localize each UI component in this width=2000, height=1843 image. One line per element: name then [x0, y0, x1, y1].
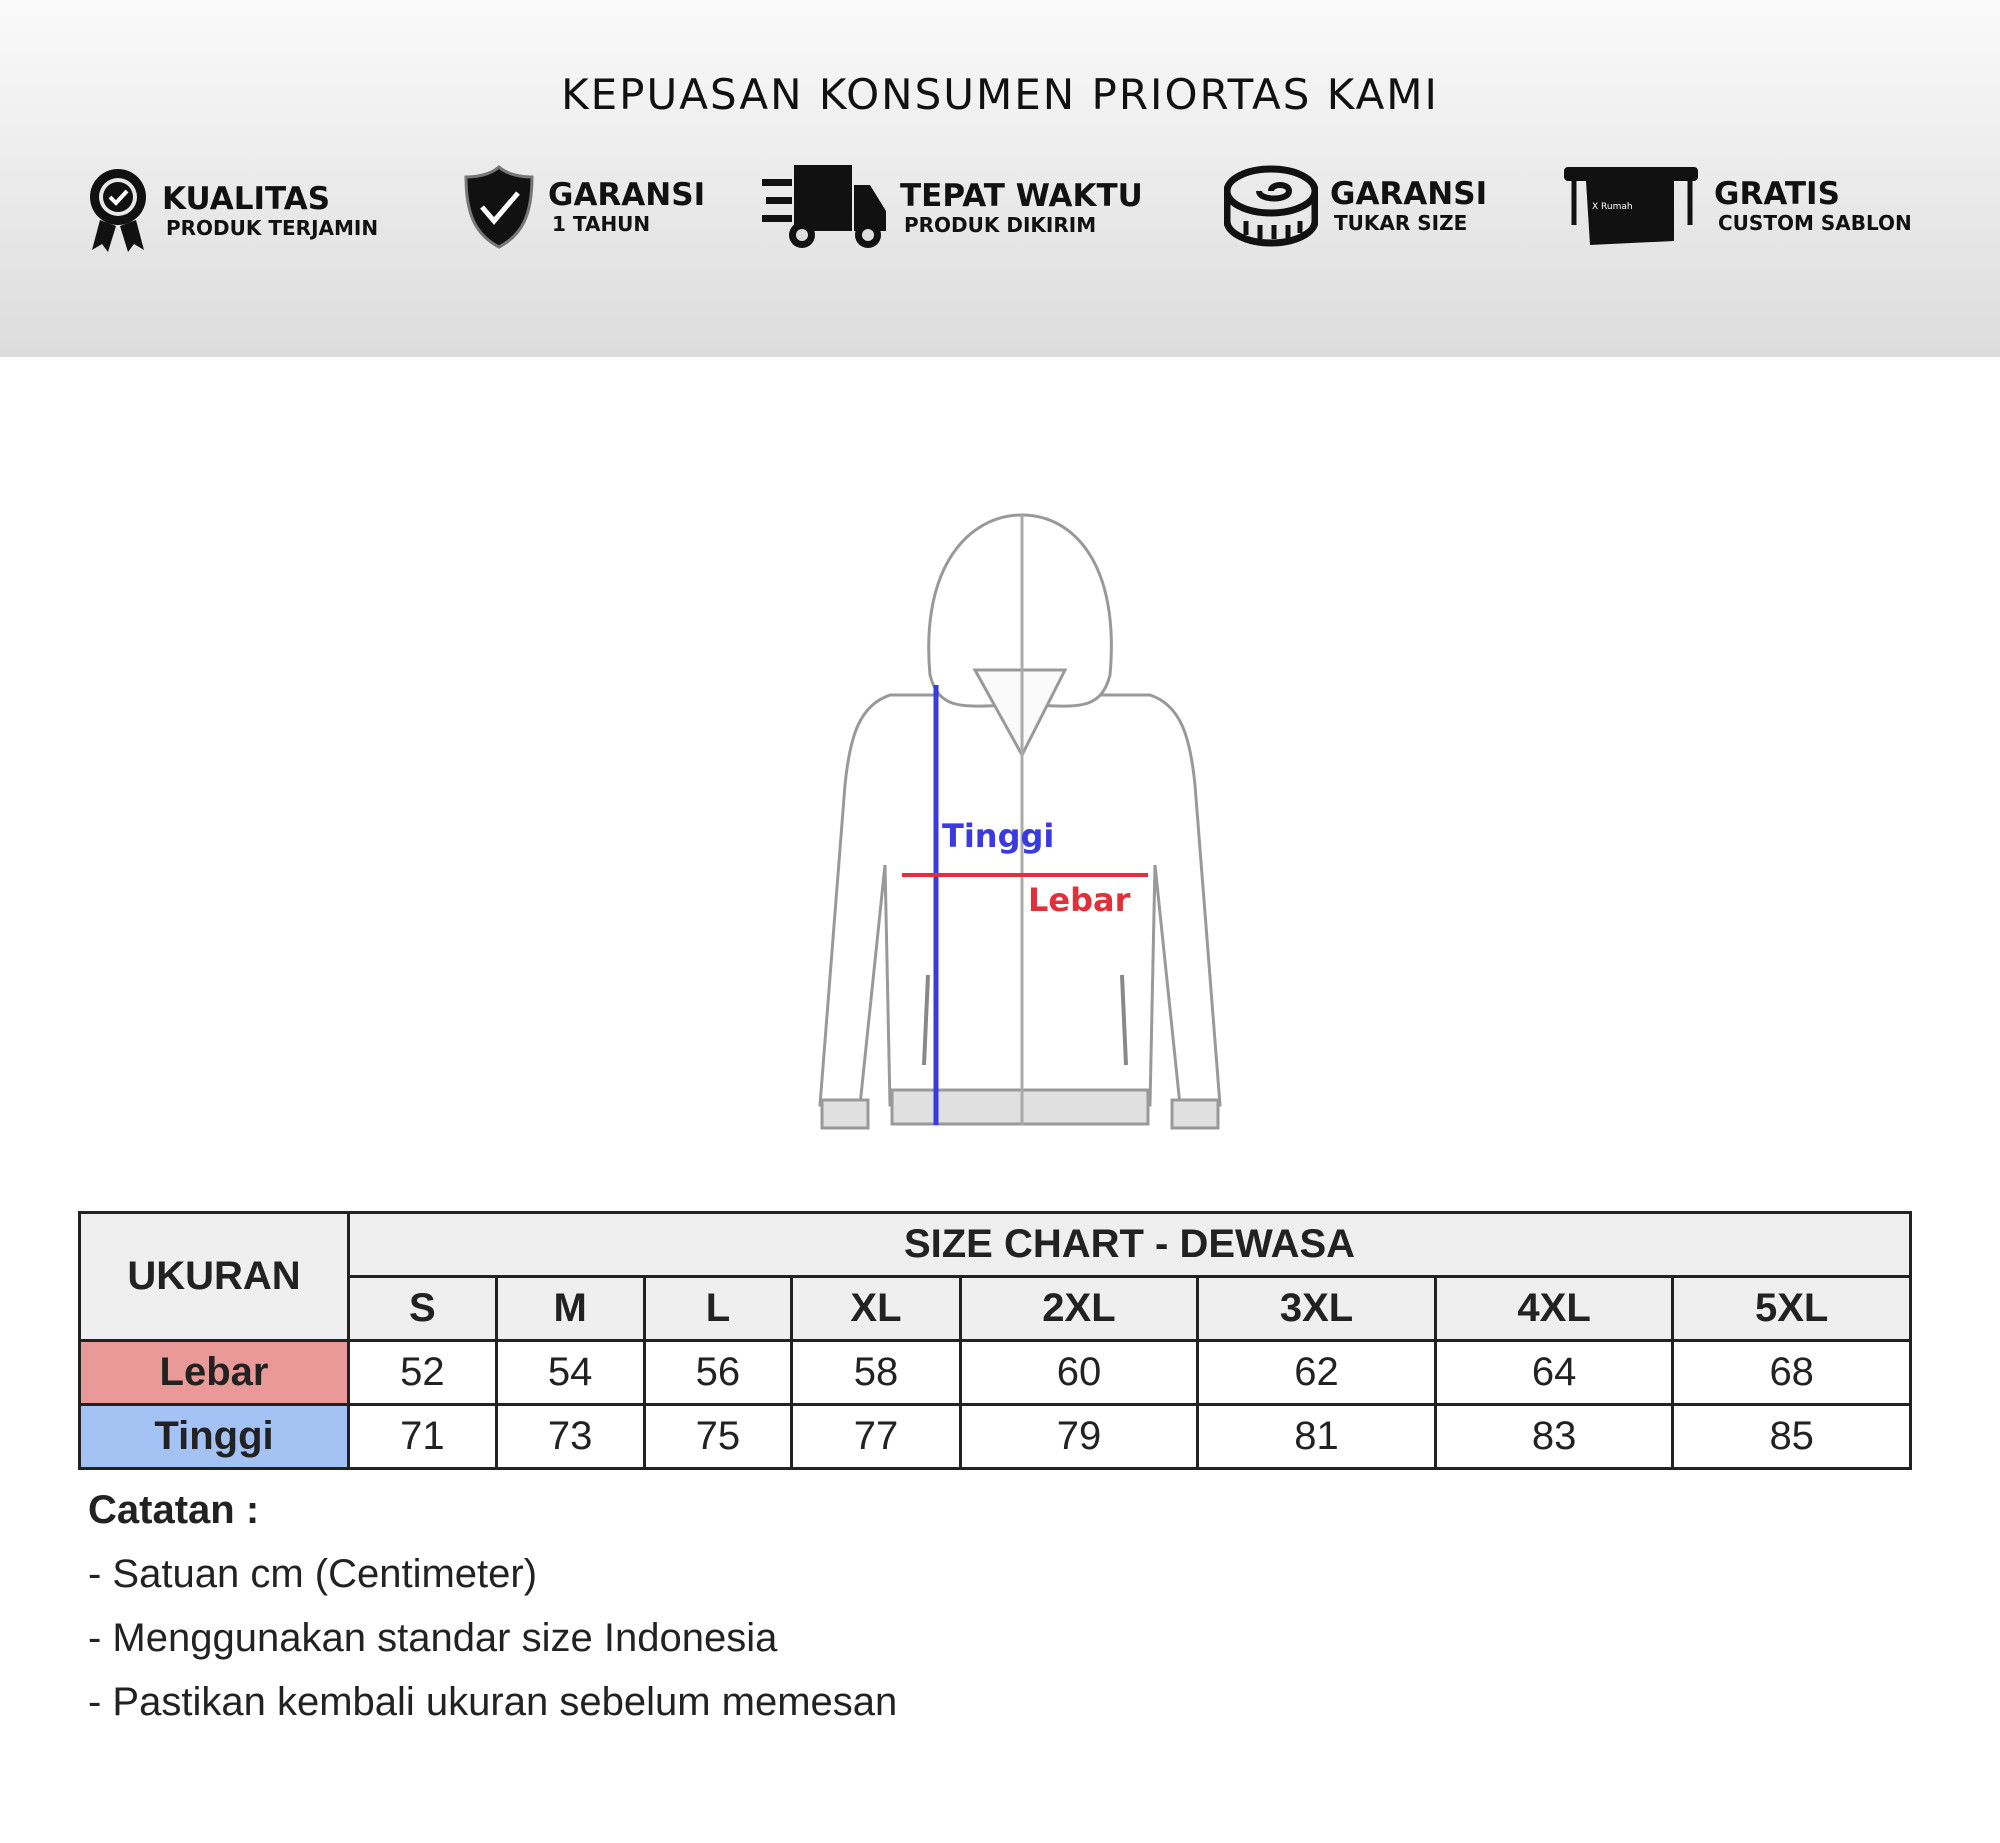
- table-row-lebar: [80, 1341, 1911, 1405]
- printer-icon: [1562, 165, 1702, 247]
- banner-title: KEPUASAN KONSUMEN PRIORTAS KAMI: [561, 70, 1439, 119]
- award-badge-icon: [86, 165, 150, 257]
- size-chart-table: [78, 1211, 1912, 1470]
- hoodie-diagram: [800, 505, 1240, 1150]
- cell: 60: [960, 1341, 1198, 1405]
- cell: 75: [644, 1405, 792, 1469]
- size-header: S: [349, 1277, 497, 1341]
- lebar-label: Lebar: [1028, 881, 1131, 919]
- size-chart-title: SIZE CHART - DEWASA: [349, 1213, 1911, 1277]
- cell: 83: [1435, 1405, 1673, 1469]
- notes: [88, 1478, 897, 1734]
- size-header: XL: [792, 1277, 960, 1341]
- size-header: 4XL: [1435, 1277, 1673, 1341]
- cell: 71: [349, 1405, 497, 1469]
- cell: 54: [496, 1341, 644, 1405]
- note-item: - Pastikan kembali ukuran sebelum memesan: [88, 1680, 898, 1724]
- feature-title: KUALITAS: [162, 181, 331, 217]
- cell: 85: [1673, 1405, 1911, 1469]
- table-row-tinggi: [80, 1405, 1911, 1469]
- cell: 52: [349, 1341, 497, 1405]
- cell: 81: [1198, 1405, 1436, 1469]
- size-header: 3XL: [1198, 1277, 1436, 1341]
- size-header: M: [496, 1277, 644, 1341]
- size-header: L: [644, 1277, 792, 1341]
- size-header: 5XL: [1673, 1277, 1911, 1341]
- cell: 77: [792, 1405, 960, 1469]
- feature-kualitas: [86, 165, 378, 257]
- feature-gratis-sablon: [1562, 165, 1912, 247]
- row-label: Lebar: [80, 1341, 349, 1405]
- notes-heading: Catatan :: [88, 1488, 260, 1532]
- note-item: - Satuan cm (Centimeter): [88, 1552, 538, 1596]
- cell: 73: [496, 1405, 644, 1469]
- cell: 68: [1673, 1341, 1911, 1405]
- tinggi-label: Tinggi: [942, 817, 1055, 855]
- ukuran-header: UKURAN: [80, 1213, 349, 1341]
- feature-subtitle: PRODUK TERJAMIN: [166, 216, 379, 240]
- cell: 56: [644, 1341, 792, 1405]
- feature-garansi-tukar-size: [1224, 165, 1487, 247]
- hoodie-illustration: [800, 505, 1240, 1145]
- cell: 64: [1435, 1341, 1673, 1405]
- feature-subtitle: 1 TAHUN: [552, 212, 651, 236]
- note-item: - Menggunakan standar size Indonesia: [88, 1616, 778, 1660]
- shield-check-icon: [462, 165, 536, 249]
- svg-text:X Rumah: X Rumah: [1592, 202, 1633, 212]
- header-banner: [0, 0, 2000, 357]
- measuring-tape-icon: [1224, 165, 1318, 247]
- feature-title: GARANSI: [1330, 176, 1488, 212]
- feature-subtitle: TUKAR SIZE: [1334, 211, 1468, 235]
- row-label: Tinggi: [80, 1405, 349, 1469]
- feature-title: TEPAT WAKTU: [900, 178, 1143, 214]
- feature-tepat-waktu: [762, 165, 1143, 251]
- delivery-truck-icon: [762, 165, 888, 251]
- feature-title: GRATIS: [1714, 176, 1840, 212]
- feature-subtitle: PRODUK DIKIRIM: [904, 213, 1097, 237]
- cell: 79: [960, 1405, 1198, 1469]
- feature-title: GARANSI: [548, 177, 706, 213]
- cell: 58: [792, 1341, 960, 1405]
- size-header: 2XL: [960, 1277, 1198, 1341]
- cell: 62: [1198, 1341, 1436, 1405]
- feature-garansi: [462, 165, 705, 249]
- feature-subtitle: CUSTOM SABLON: [1718, 211, 1912, 235]
